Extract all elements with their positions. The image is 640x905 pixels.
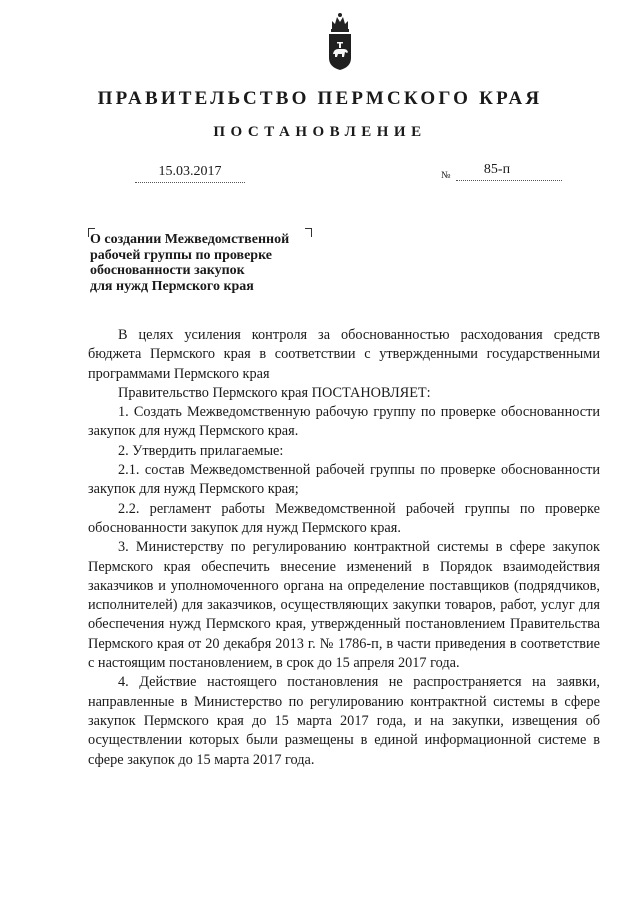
clause-2: 2. Утвердить прилагаемые: bbox=[118, 442, 284, 459]
perm-krai-coat-of-arms-icon bbox=[326, 8, 354, 72]
subject-line: для нужд Пермского края bbox=[90, 278, 254, 294]
preamble-paragraph: В целях усиления контроля за обоснованностью расходования средств бюджета Пермского края в соответствии с утвержденными государственными программами Пермского края bbox=[88, 327, 600, 382]
subject-line: обоснованности закупок bbox=[90, 263, 245, 278]
clause-2-2: 2.2. регламент работы Межведомственной рабочей группы по проверке обоснованности закупок для нужд Пермского края. bbox=[88, 500, 600, 536]
decree-number-field bbox=[456, 162, 562, 181]
clause-4: 4. Действие настоящего постановления не распространяется на заявки, направленные в Министерство по регулированию контрактной системы в сфере закупок Пермского края до 15 марта 2017 года, и на закупки, извещения об осуществлении которых были размещены в единой информационной системе в сфере закупок до 15 марта 2017 года. bbox=[88, 674, 600, 768]
clause-2-1: 2.1. состав Межведомственной рабочей группы по проверке обоснованности закупок для нужд Пермского края; bbox=[88, 462, 600, 498]
decree-number: 85-п bbox=[483, 162, 511, 177]
subject-line: О создании Межведомственной bbox=[90, 232, 290, 247]
decree-body bbox=[88, 326, 600, 770]
number-label: № bbox=[441, 170, 451, 181]
resolution-paragraph: Правительство Пермского края ПОСТАНОВЛЯЕТ: bbox=[118, 384, 431, 401]
clause-3: 3. Министерству по регулированию контрактной системы в сфере закупок Пермского края обеспечить внесение изменений в Порядок взаимодействия заказчиков и уполномоченного органа на определение поставщиков (подрядчиков, исполнителей) для заказчиков, осуществляющих закупки товаров, работ, услуг для обеспечения нужд Пермского края, утвержденный постановлением Правительства Пермского края от 20 декабря 2013 г. № 1786-п, в части приведения в соответствие с настоящим постановлением, в срок до 15 апреля 2017 года. bbox=[88, 539, 600, 672]
document-type-title: ПОСТАНОВЛЕНИЕ bbox=[213, 124, 427, 140]
clause-1: 1. Создать Межведомственную рабочую группу по проверке обоснованности закупок для нужд Пермского края. bbox=[88, 404, 600, 440]
decree-date: 15.03.2017 bbox=[135, 164, 245, 183]
government-title: ПРАВИТЕЛЬСТВО ПЕРМСКОГО КРАЯ bbox=[97, 88, 543, 109]
decree-subject bbox=[90, 232, 330, 294]
subject-line: рабочей группы по проверке bbox=[90, 247, 272, 263]
